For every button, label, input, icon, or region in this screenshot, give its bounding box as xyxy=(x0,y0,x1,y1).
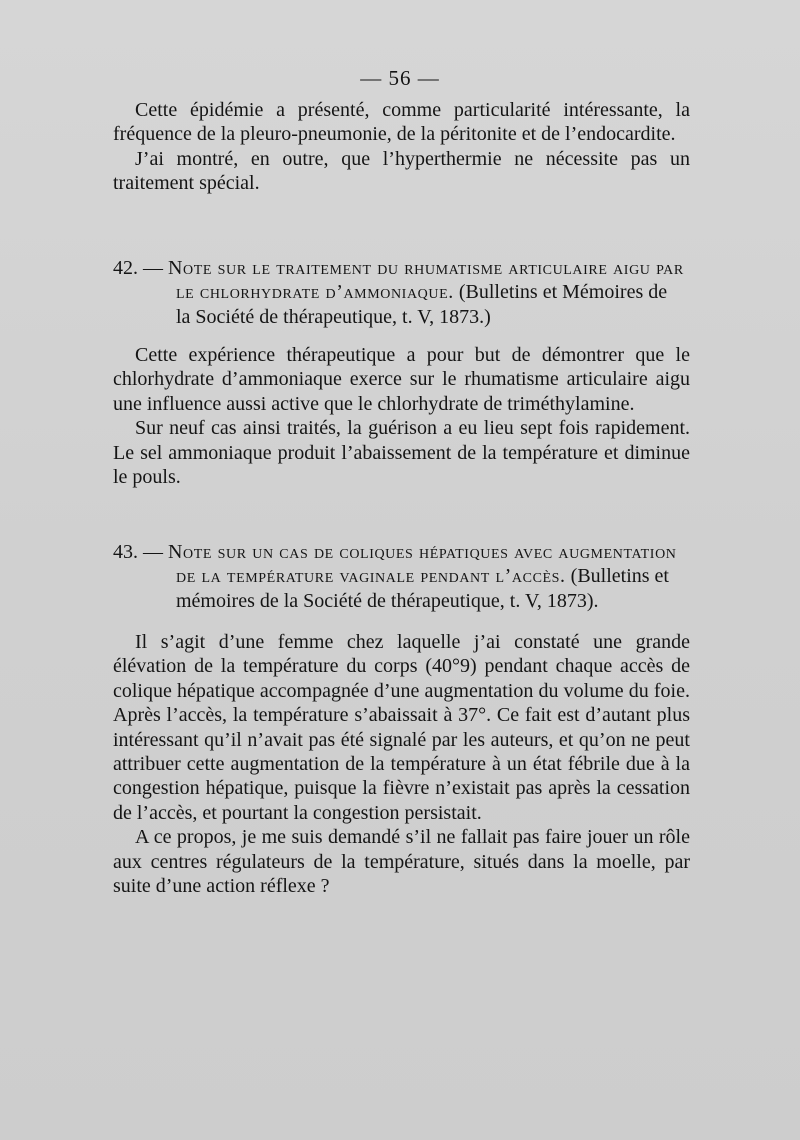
note-43-heading xyxy=(113,540,693,613)
note-42-number: 42. — xyxy=(113,257,163,279)
intro-paragraph: Cette épidémie a présenté, comme particularité intéressante, la fréquence de la pleuro-pneumonie, de la péritonite et de l’endocardite. xyxy=(113,99,690,146)
note-42-citation: (Bulletins et Mémoires de xyxy=(453,281,668,304)
note-42-title-line2: le chlorhydrate d’ammoniaque. xyxy=(176,281,454,304)
note-42-citation-cont: la Société de thérapeutique, t. V, 1873.) xyxy=(176,305,491,328)
note-43-number: 43. — xyxy=(113,541,163,563)
intro-paragraph: J’ai montré, en outre, que l’hyperthermie ne nécessite pas un traitement spécial. xyxy=(113,147,690,195)
note-43-title-line1: Note sur un cas de coliques hépatiques avec augmentation xyxy=(168,541,677,563)
note-43-title-line2: de la température vaginale pendant l’accès. xyxy=(176,565,566,588)
note-42-paragraph: Cette expérience thérapeutique a pour but de démontrer que le chlorhydrate d’ammoniaque exerce sur le rhumatisme articulaire aigu une influence aussi active que le chlorhydrate de triméthylamine. xyxy=(113,344,690,415)
page-number: — 56 — xyxy=(360,66,440,90)
intro-section xyxy=(113,98,690,196)
note-42-paragraph: Sur neuf cas ainsi traités, la guérison a eu lieu sept fois rapidement. Le sel ammoniaque produit l’abaissement de la température et diminue le pouls. xyxy=(113,417,690,489)
note-43-paragraph: A ce propos, je me suis demandé s’il ne fallait pas faire jouer un rôle aux centres régulateurs de la température, situés dans la moelle, par suite d’une action réflexe ? xyxy=(113,826,690,898)
note-43-citation: (Bulletins et xyxy=(565,565,669,588)
note-42-heading xyxy=(113,256,693,329)
note-42-title-line1: Note sur le traitement du rhumatisme articulaire aigu par xyxy=(168,257,684,279)
note-43-body xyxy=(113,630,690,898)
note-42-body xyxy=(113,343,690,489)
note-43-citation-cont: mémoires de la Société de thérapeutique, t. V, 1873). xyxy=(176,589,599,612)
note-43-paragraph: Il s’agit d’une femme chez laquelle j’ai constaté une grande élévation de la température du corps (40°9) pendant chaque accès de colique hépatique accompagnée d’une augmentation du volume du foie. Après l’accès, la température s’abaissait à 37°. Ce fait est d’autant plus intéressant qu’il n’avait pas été signalé par les auteurs, et qu’on ne peut attribuer cette augmentation de la température à un état fébrile due à la congestion hépatique, puisque la fièvre n’existait pas après la cessation de l’accès, et pourtant la congestion persistait. xyxy=(113,631,690,824)
